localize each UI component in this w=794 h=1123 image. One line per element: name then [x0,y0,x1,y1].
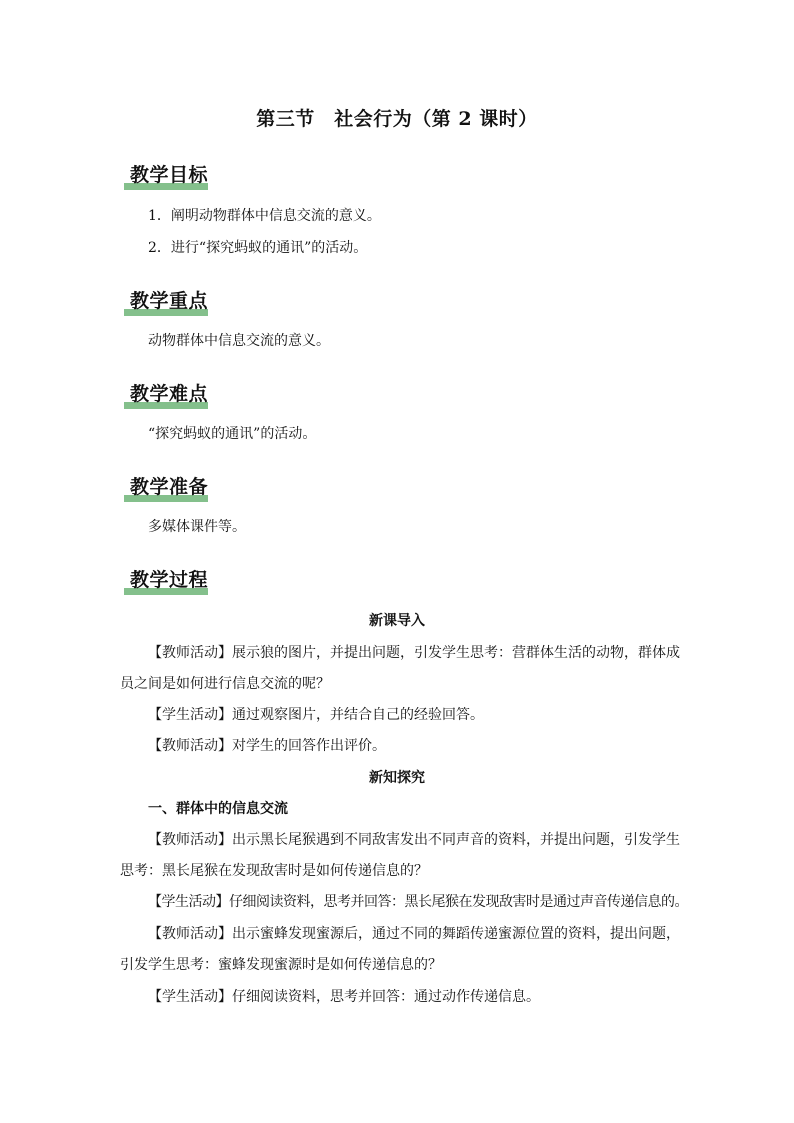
subheading-intro: 新课导入 [369,613,425,629]
goal-item-2: 2．进行“探究蚂蚁的通讯”的活动。 [148,240,368,256]
explore-paragraph-3-line-1: 【教师活动】出示蜜蜂发现蜜源后，通过不同的舞蹈传递蜜源位置的资料，提出问题， [148,926,680,942]
explore-paragraph-4: 【学生活动】仔细阅读资料，思考并回答：通过动作传递信息。 [148,989,540,1005]
explore-paragraph-3-line-2: 引发学生思考：蜜蜂发现蜜源时是如何传递信息的？ [120,957,442,973]
key-points-text: 动物群体中信息交流的意义。 [148,333,330,349]
heading-label: 教学难点 [130,383,209,405]
section-heading-difficulties [124,379,208,409]
explore-paragraph-1-line-1: 【教师活动】出示黑长尾猴遇到不同敌害发出不同声音的资料，并提出问题，引发学生 [148,832,680,848]
intro-paragraph-2: 【学生活动】通过观察图片，并结合自己的经验回答。 [148,707,484,723]
difficulties-text: “探究蚂蚁的通讯”的活动。 [148,426,317,442]
subheading-explore: 新知探究 [369,770,425,786]
section-heading-preparation [124,472,208,502]
section-heading-key-points [124,286,208,316]
section-heading-goals [124,160,208,190]
intro-paragraph-1-line-1: 【教师活动】展示狼的图片，并提出问题，引发学生思考：营群体生活的动物，群体成 [148,645,680,661]
heading-label: 教学重点 [130,290,209,312]
intro-paragraph-1-line-2: 员之间是如何进行信息交流的呢？ [120,676,330,692]
preparation-text: 多媒体课件等。 [148,519,246,535]
intro-paragraph-3: 【教师活动】对学生的回答作出评价。 [148,738,386,754]
explore-part-title: 一、群体中的信息交流 [148,801,288,817]
heading-label: 教学准备 [130,476,209,498]
goal-item-1: 1．阐明动物群体中信息交流的意义。 [148,208,381,224]
heading-label: 教学目标 [130,164,209,186]
explore-paragraph-1-line-2: 思考：黑长尾猴在发现敌害时是如何传递信息的？ [120,863,428,879]
heading-label: 教学过程 [130,569,209,591]
page-title: 第三节 社会行为（第 2 课时） [256,108,538,130]
section-heading-process [124,565,208,595]
explore-paragraph-2: 【学生活动】仔细阅读资料，思考并回答：黑长尾猴在发现敌害时是通过声音传递信息的。 [148,894,688,910]
